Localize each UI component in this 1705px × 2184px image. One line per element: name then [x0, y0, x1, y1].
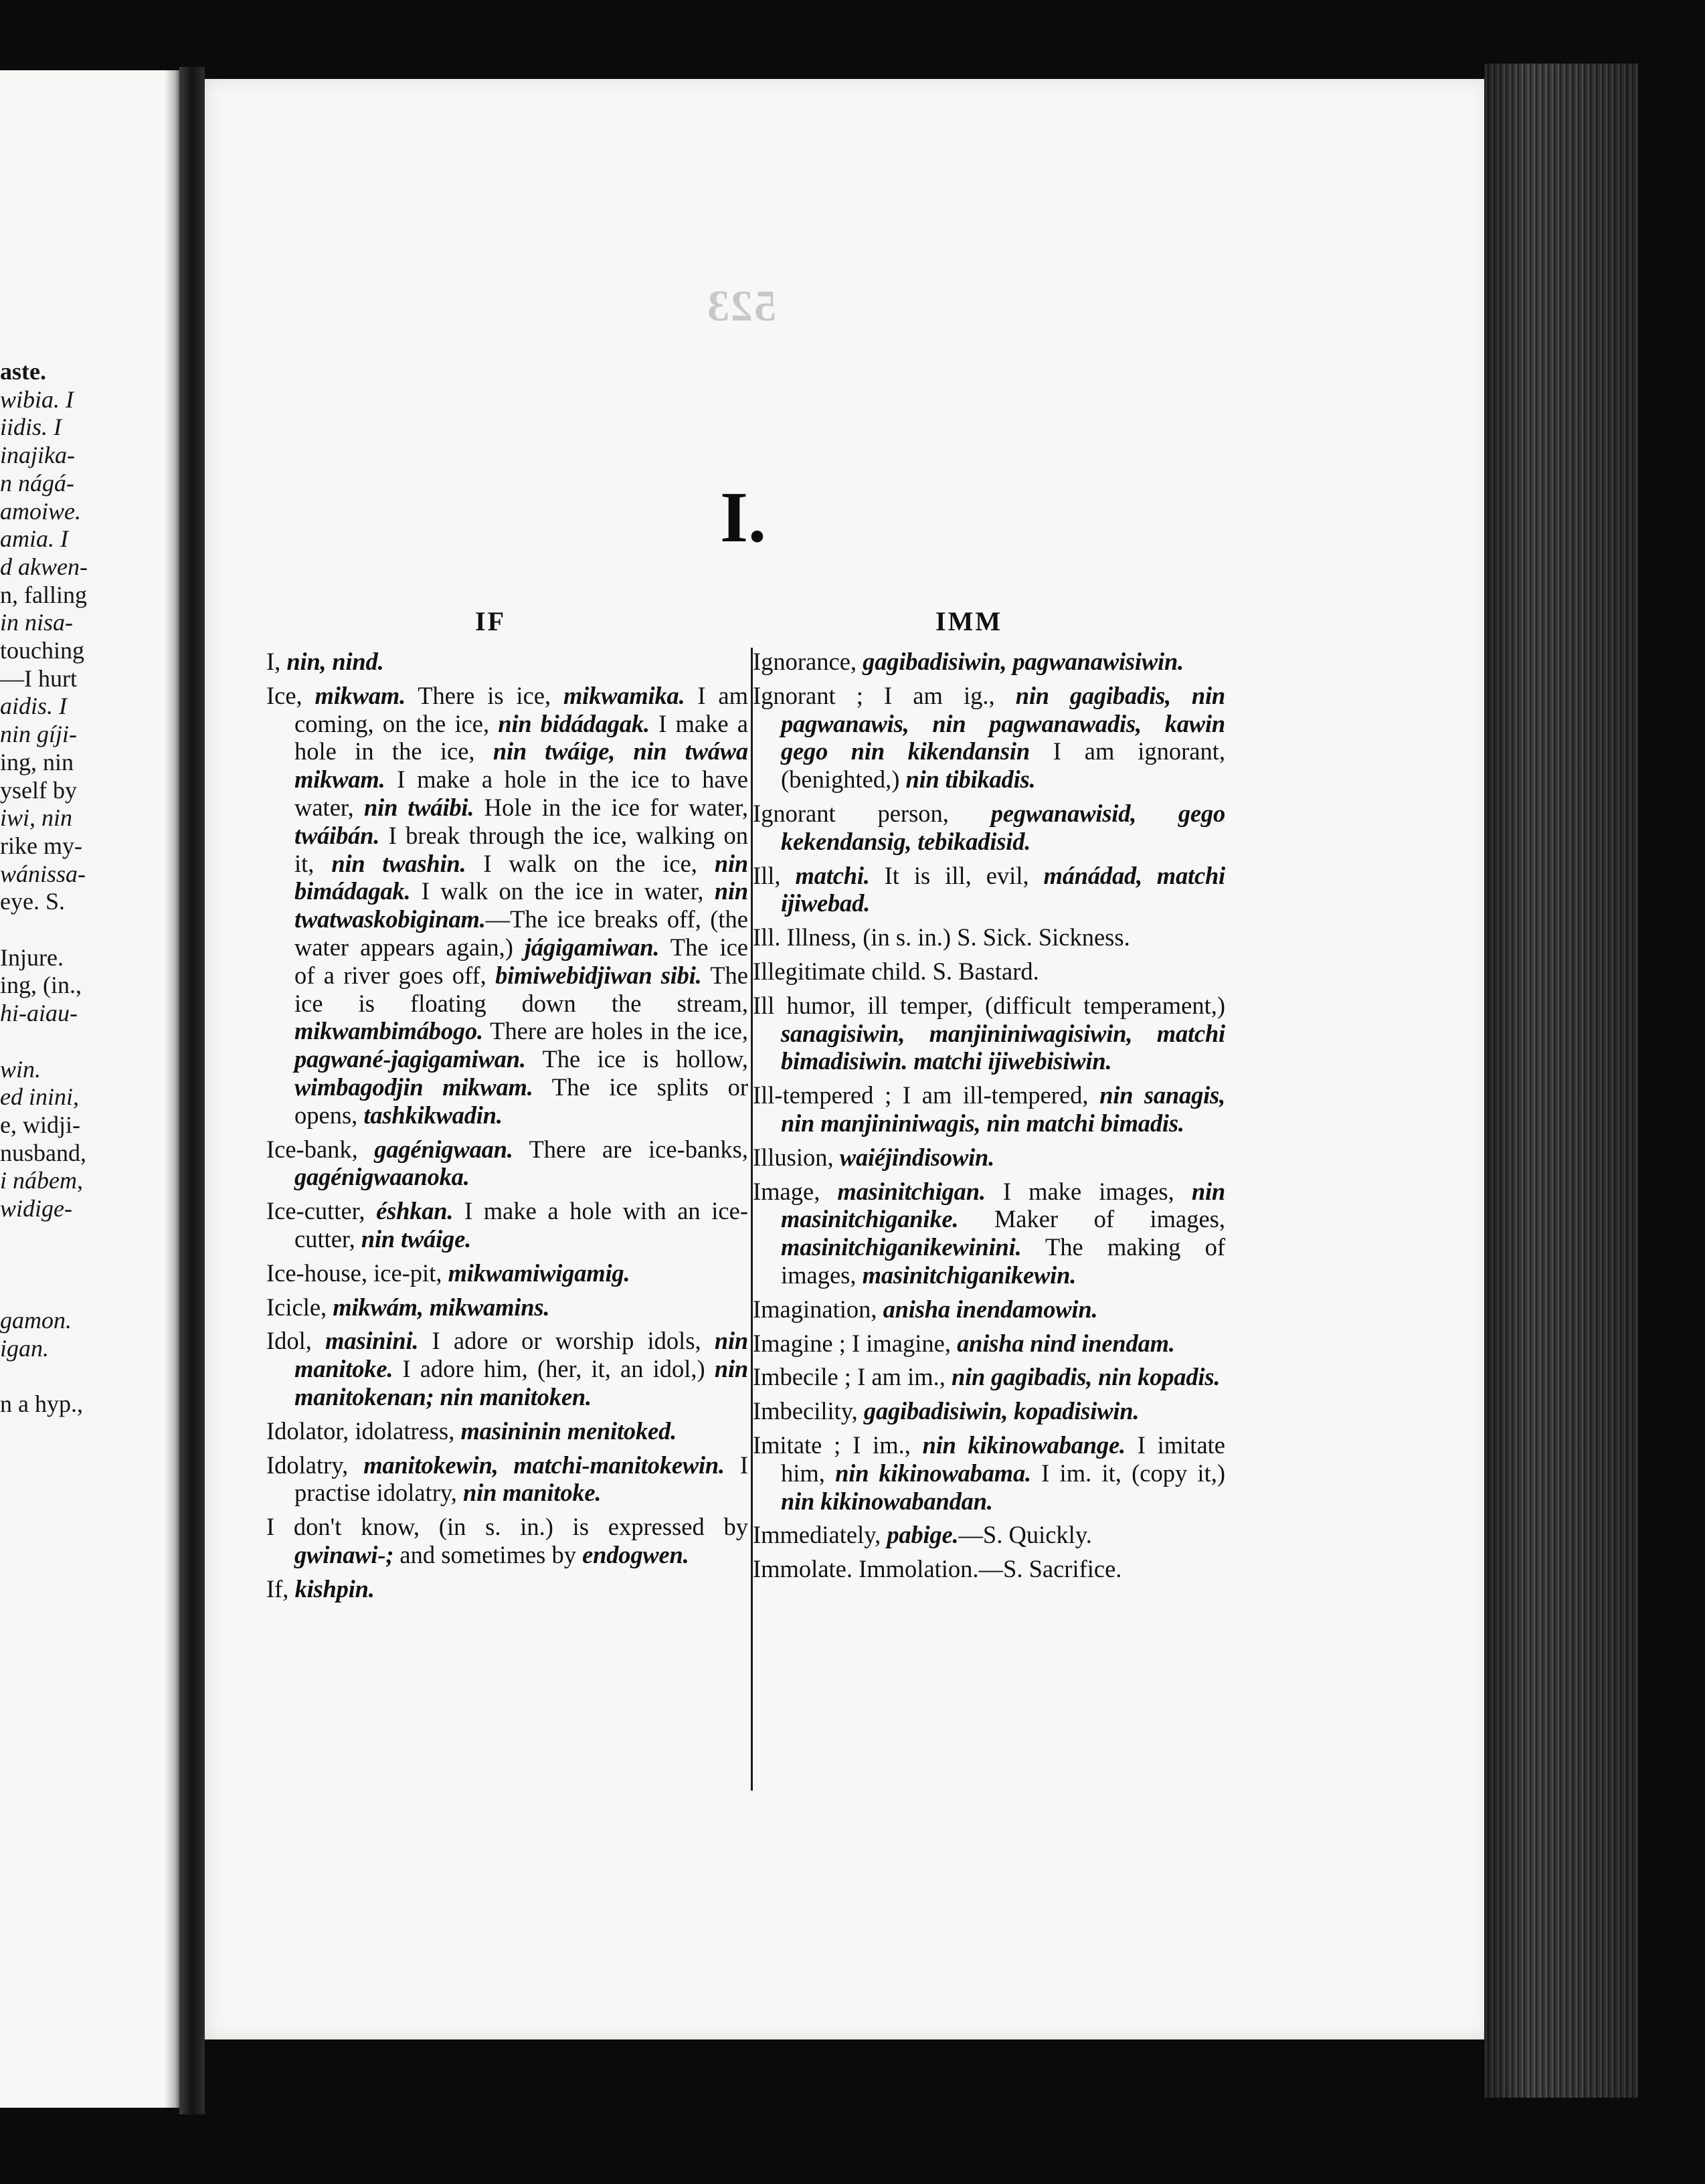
- dictionary-entry: Idolator, idolatress, masininin menitoked.: [266, 1417, 677, 1445]
- bleed-through-page-number: 523: [706, 282, 776, 331]
- previous-page-line: in nisa-: [0, 609, 74, 636]
- previous-page-line: n a hyp.,: [0, 1390, 83, 1417]
- previous-page-line: iidis. I: [0, 414, 62, 441]
- previous-page-line: rike my-: [0, 832, 82, 859]
- previous-page-line: inajika-: [0, 442, 75, 469]
- page-fold: [165, 70, 179, 2108]
- previous-page-line: amia. I: [0, 525, 68, 553]
- dictionary-entry: I don't know, (in s. in.) is expressed by gwinawi-; and sometimes by endogwen.: [266, 1513, 748, 1568]
- previous-page-line: e, widji-: [0, 1111, 80, 1138]
- previous-page-line: igan.: [0, 1334, 50, 1362]
- dictionary-entry: Ignorant ; I am ig., nin gagibadis, nin pagwanawis, nin pagwanawadis, kawin gego nin kikendansin I am ignorant, (benighted,) nin tibikadis.: [753, 681, 1225, 794]
- previous-page-line: wibia. I: [0, 385, 74, 413]
- right-column: [753, 648, 1225, 1589]
- dictionary-entry: Illegitimate child. S. Bastard.: [753, 957, 1039, 985]
- dictionary-entry: Ill humor, ill temper, (difficult temperament,) sanagisiwin, manjininiwagisiwin, matchi bimadisiwin. matchi ijiwebisiwin.: [753, 991, 1225, 1075]
- dictionary-entry: I, nin, nind.: [266, 648, 384, 675]
- left-column: [266, 648, 748, 1609]
- previous-page-line: d akwen-: [0, 553, 88, 580]
- previous-page-line: win.: [0, 1055, 41, 1083]
- dictionary-entry: Image, masinitchigan. I make images, nin masinitchiganike. Maker of images, masinitchiganikewinini. The making of images, masinitchiganikewin.: [753, 1177, 1225, 1289]
- dictionary-entry: Ill. Illness, (in s. in.) S. Sick. Sickness.: [753, 923, 1130, 951]
- previous-page-line: aste.: [0, 358, 46, 385]
- previous-page-line: ed inini,: [0, 1083, 79, 1111]
- page-edges: [1484, 64, 1638, 2098]
- dictionary-entry: Imagine ; I imagine, anisha nind inendam.: [753, 1329, 1175, 1357]
- previous-page-line: n nágá-: [0, 469, 74, 496]
- dictionary-entry: Ignorance, gagibadisiwin, pagwanawisiwin.: [753, 648, 1184, 675]
- dictionary-entry: Imbecility, gagibadisiwin, kopadisiwin.: [753, 1397, 1140, 1425]
- previous-page-line: amoiwe.: [0, 497, 81, 525]
- dictionary-entry: Illusion, waiéjindisowin.: [753, 1143, 995, 1171]
- dictionary-entry: Icicle, mikwám, mikwamins.: [266, 1293, 550, 1321]
- dictionary-entry: Imitate ; I im., nin kikinowabange. I imitate him, nin kikinowabama. I im. it, (copy it,) nin kikinowabandan.: [753, 1431, 1225, 1515]
- running-head-right: IMM: [935, 606, 1003, 636]
- previous-page-line: —I hurt: [0, 664, 77, 692]
- previous-page-line: widige-: [0, 1195, 72, 1222]
- previous-page-line: eye. S.: [0, 888, 65, 915]
- previous-page-line: ing, nin: [0, 748, 74, 776]
- dictionary-entry: Ill-tempered ; I am ill-tempered, nin sanagis, nin manjininiwagis, nin matchi bimadis.: [753, 1081, 1225, 1137]
- previous-page-line: wánissa-: [0, 860, 86, 887]
- dictionary-entry: Ice, mikwam. There is ice, mikwamika. I am coming, on the ice, nin bidádagak. I make a hole in the ice, nin twáige, nin twáwa mikwam. I make a hole in the ice to have water, nin twáibi. Hole in the ice for water, twáibán. I break through the ice, walking on it, nin twashin. I walk on the ice, nin bimádagak. I walk on the ice in water, nin twatwaskobiginam.—The ice breaks off, (the water appears again,) jágigamiwan. The ice of a river goes off, bimiwebidjiwan sibi. The ice is floating down the stream, mikwambimábogo. There are holes in the ice, pagwané-jagigamiwan. The ice is hollow, wimbagodjin mikwam. The ice splits or opens, tashkikwadin.: [266, 681, 748, 1129]
- previous-page-line: i nábem,: [0, 1167, 83, 1194]
- dictionary-entry: Ice-house, ice-pit, mikwamiwigamig.: [266, 1259, 630, 1287]
- previous-page-line: Injure.: [0, 943, 64, 971]
- previous-page: [0, 70, 179, 2108]
- previous-page-line: touching: [0, 637, 84, 664]
- dictionary-entry: If, kishpin.: [266, 1574, 375, 1603]
- dictionary-entry: Ice-cutter, éshkan. I make a hole with an ice-cutter, nin twáige.: [266, 1197, 748, 1253]
- previous-page-line: n, falling: [0, 581, 87, 608]
- dictionary-entry: Ignorant person, pegwanawisid, gego kekendansig, tebikadisid.: [753, 799, 1226, 855]
- section-letter-heading: I.: [720, 478, 767, 557]
- book-gutter: [179, 67, 205, 2114]
- dictionary-entry: Immediately, pabige.—S. Quickly.: [753, 1521, 1092, 1549]
- previous-page-line: hi-aiau-: [0, 1000, 78, 1027]
- previous-page-line: aidis. I: [0, 693, 68, 720]
- dictionary-entry: Ill, matchi. It is ill, evil, mánádad, matchi ijiwebad.: [753, 861, 1225, 917]
- dictionary-entry: Idol, masinini. I adore or worship idols, nin manitoke. I adore him, (her, it, an idol,) nin manitokenan; nin manitoken.: [266, 1327, 748, 1410]
- previous-page-line: yself by: [0, 776, 77, 804]
- dictionary-entry: Imbecile ; I am im., nin gagibadis, nin kopadis.: [753, 1363, 1221, 1391]
- previous-page-line: ing, (in.,: [0, 972, 82, 999]
- previous-page-line: iwi, nin: [0, 804, 73, 832]
- previous-page-line: nusband,: [0, 1139, 86, 1166]
- dictionary-entry: Imagination, anisha inendamowin.: [753, 1295, 1098, 1323]
- dictionary-entry: Ice-bank, gagénigwaan. There are ice-banks, gagénigwaanoka.: [266, 1135, 748, 1191]
- running-head-left: IF: [475, 606, 506, 636]
- previous-page-line: nin gíji-: [0, 721, 77, 748]
- dictionary-entry: Immolate. Immolation.—S. Sacrifice.: [753, 1555, 1122, 1583]
- previous-page-line: gamon.: [0, 1306, 72, 1334]
- dictionary-entry: Idolatry, manitokewin, matchi-manitokewin. I practise idolatry, nin manitoke.: [266, 1451, 749, 1507]
